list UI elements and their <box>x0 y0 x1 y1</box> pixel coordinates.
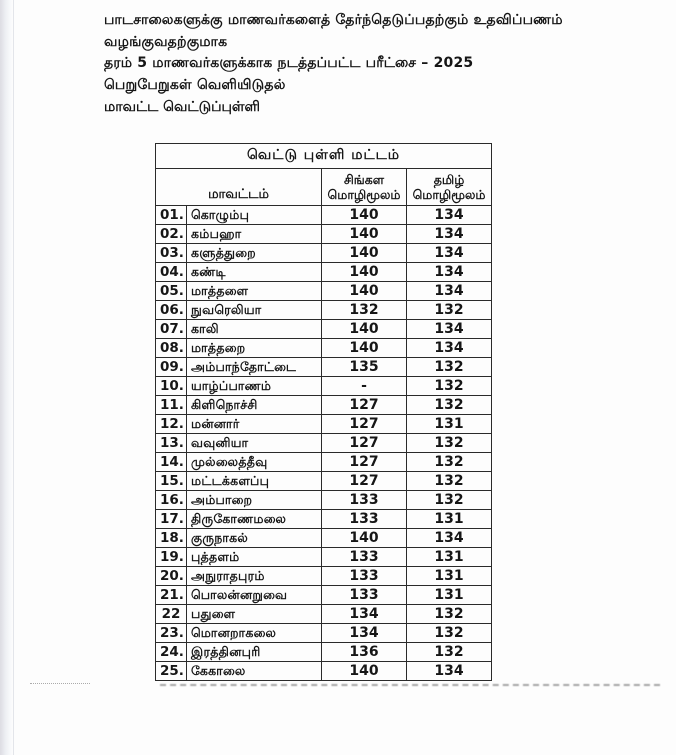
sinhala-medium-score: 140 <box>322 320 407 339</box>
row-number: 12. <box>156 415 187 434</box>
district-name: குருநாகல் <box>187 529 322 548</box>
district-name: மட்டக்களப்பு <box>187 472 322 491</box>
row-number: 10. <box>156 377 187 396</box>
table-title: வெட்டு புள்ளி மட்டம் <box>156 144 492 169</box>
tamil-medium-score: 134 <box>407 244 492 263</box>
district-name: முல்லைத்தீவு <box>187 453 322 472</box>
tamil-medium-score: 132 <box>407 377 492 396</box>
district-name: கேகாலை <box>187 662 322 681</box>
row-number: 22 <box>156 605 187 624</box>
row-number: 11. <box>156 396 187 415</box>
sinhala-medium-score: 132 <box>322 301 407 320</box>
district-name: அநுராதபுரம் <box>187 567 322 586</box>
district-name: மாத்தளை <box>187 282 322 301</box>
row-number: 20. <box>156 567 187 586</box>
sinhala-medium-score: 140 <box>322 282 407 301</box>
document-title <box>104 10 649 96</box>
tamil-medium-score: 132 <box>407 453 492 472</box>
sinhala-medium-score: 140 <box>322 529 407 548</box>
table-row <box>156 244 492 263</box>
tamil-medium-score: 132 <box>407 472 492 491</box>
tamil-medium-score: 134 <box>407 320 492 339</box>
row-number: 04. <box>156 263 187 282</box>
sinhala-medium-score: 133 <box>322 567 407 586</box>
district-name: மன்னார் <box>187 415 322 434</box>
row-number: 09. <box>156 358 187 377</box>
table-row <box>156 415 492 434</box>
scan-artifact-line <box>160 684 660 686</box>
row-number: 01. <box>156 206 187 225</box>
sinhala-medium-score: - <box>322 377 407 396</box>
row-number: 07. <box>156 320 187 339</box>
row-number: 13. <box>156 434 187 453</box>
tamil-medium-score: 134 <box>407 282 492 301</box>
row-number: 14. <box>156 453 187 472</box>
sinhala-medium-score: 127 <box>322 472 407 491</box>
sinhala-medium-score: 134 <box>322 605 407 624</box>
district-name: காலி <box>187 320 322 339</box>
district-name: யாழ்ப்பாணம் <box>187 377 322 396</box>
table-row <box>156 662 492 681</box>
table-row <box>156 605 492 624</box>
row-number: 02. <box>156 225 187 244</box>
row-number: 25. <box>156 662 187 681</box>
sinhala-medium-score: 127 <box>322 396 407 415</box>
sinhala-medium-score: 135 <box>322 358 407 377</box>
document-title-line-3: பெறுபேறுகள் வெளியிடுதல் <box>104 76 286 93</box>
district-name: பொலன்னறுவை <box>187 586 322 605</box>
row-number: 24. <box>156 643 187 662</box>
row-number: 18. <box>156 529 187 548</box>
sinhala-medium-score: 140 <box>322 225 407 244</box>
table-row <box>156 301 492 320</box>
tamil-medium-score: 134 <box>407 529 492 548</box>
tamil-medium-score: 131 <box>407 415 492 434</box>
tamil-medium-score: 132 <box>407 434 492 453</box>
row-number: 16. <box>156 491 187 510</box>
row-number: 03. <box>156 244 187 263</box>
sinhala-medium-score: 140 <box>322 244 407 263</box>
district-name: கிளிநொச்சி <box>187 396 322 415</box>
cutoff-marks-table <box>155 143 492 681</box>
row-number: 17. <box>156 510 187 529</box>
sinhala-medium-score: 133 <box>322 510 407 529</box>
tamil-medium-score: 132 <box>407 643 492 662</box>
table-row <box>156 263 492 282</box>
tamil-medium-score: 131 <box>407 510 492 529</box>
table-title-row <box>156 144 492 169</box>
table-row <box>156 491 492 510</box>
sinhala-medium-score: 134 <box>322 624 407 643</box>
district-name: அம்பாறை <box>187 491 322 510</box>
sinhala-medium-score: 140 <box>322 263 407 282</box>
district-name: கண்டி <box>187 263 322 282</box>
row-number: 05. <box>156 282 187 301</box>
table-row <box>156 453 492 472</box>
tamil-medium-score: 132 <box>407 605 492 624</box>
scan-page-edge <box>0 0 14 755</box>
district-name: பதுளை <box>187 605 322 624</box>
column-header-district: மாவட்டம் <box>156 169 322 206</box>
row-number: 08. <box>156 339 187 358</box>
scan-artifact-speck <box>30 683 90 684</box>
tamil-medium-score: 134 <box>407 263 492 282</box>
column-header-sinhala-medium: சிங்கள மொழிமூலம் <box>322 169 407 206</box>
sinhala-medium-score: 133 <box>322 491 407 510</box>
table-row <box>156 643 492 662</box>
district-name: மாத்தறை <box>187 339 322 358</box>
district-name: கொழும்பு <box>187 206 322 225</box>
sinhala-medium-score: 136 <box>322 643 407 662</box>
tamil-medium-score: 132 <box>407 301 492 320</box>
row-number: 19. <box>156 548 187 567</box>
tamil-medium-score: 132 <box>407 396 492 415</box>
table-row <box>156 529 492 548</box>
tamil-medium-score: 131 <box>407 548 492 567</box>
table-body <box>156 206 492 681</box>
row-number: 21. <box>156 586 187 605</box>
tamil-medium-score: 134 <box>407 206 492 225</box>
table-header-row <box>156 169 492 206</box>
table-row <box>156 624 492 643</box>
tamil-medium-score: 134 <box>407 225 492 244</box>
row-number: 23. <box>156 624 187 643</box>
table-row <box>156 377 492 396</box>
sinhala-medium-score: 133 <box>322 548 407 567</box>
table-row <box>156 586 492 605</box>
table-row <box>156 206 492 225</box>
document-subtitle: மாவட்ட வெட்டுப்புள்ளி <box>104 99 261 115</box>
table-row <box>156 396 492 415</box>
district-name: அம்பாந்தோட்டை <box>187 358 322 377</box>
table-row <box>156 320 492 339</box>
table-row <box>156 434 492 453</box>
tamil-medium-score: 132 <box>407 624 492 643</box>
sinhala-medium-score: 133 <box>322 586 407 605</box>
table-row <box>156 510 492 529</box>
district-name: இரத்தினபுரி <box>187 643 322 662</box>
tamil-medium-score: 134 <box>407 662 492 681</box>
district-name: மொனறாகலை <box>187 624 322 643</box>
table-row <box>156 339 492 358</box>
district-name: வவுனியா <box>187 434 322 453</box>
district-name: களுத்துறை <box>187 244 322 263</box>
sinhala-medium-score: 127 <box>322 453 407 472</box>
district-name: திருகோணமலை <box>187 510 322 529</box>
tamil-medium-score: 132 <box>407 491 492 510</box>
table-row <box>156 472 492 491</box>
sinhala-medium-score: 127 <box>322 415 407 434</box>
document-title-line-1: பாடசாலைகளுக்கு மாணவர்களைத் தேர்ந்தெடுப்பதற்கும் உதவிப்பணம் வழங்குவதற்குமாக <box>104 12 563 50</box>
table-row <box>156 358 492 377</box>
district-name: புத்தளம் <box>187 548 322 567</box>
row-number: 06. <box>156 301 187 320</box>
tamil-medium-score: 131 <box>407 586 492 605</box>
sinhala-medium-score: 140 <box>322 339 407 358</box>
table-row <box>156 282 492 301</box>
table-row <box>156 567 492 586</box>
sinhala-medium-score: 140 <box>322 662 407 681</box>
sinhala-medium-score: 140 <box>322 206 407 225</box>
tamil-medium-score: 131 <box>407 567 492 586</box>
table-row <box>156 225 492 244</box>
tamil-medium-score: 132 <box>407 358 492 377</box>
tamil-medium-score: 134 <box>407 339 492 358</box>
sinhala-medium-score: 127 <box>322 434 407 453</box>
district-name: நுவரெலியா <box>187 301 322 320</box>
column-header-tamil-medium: தமிழ் மொழிமூலம் <box>407 169 492 206</box>
table-row <box>156 548 492 567</box>
row-number: 15. <box>156 472 187 491</box>
district-name: கம்பஹா <box>187 225 322 244</box>
document-title-line-2: தரம் 5 மாணவர்களுக்காக நடத்தப்பட்ட பரீட்சை – 2025 <box>104 55 474 71</box>
